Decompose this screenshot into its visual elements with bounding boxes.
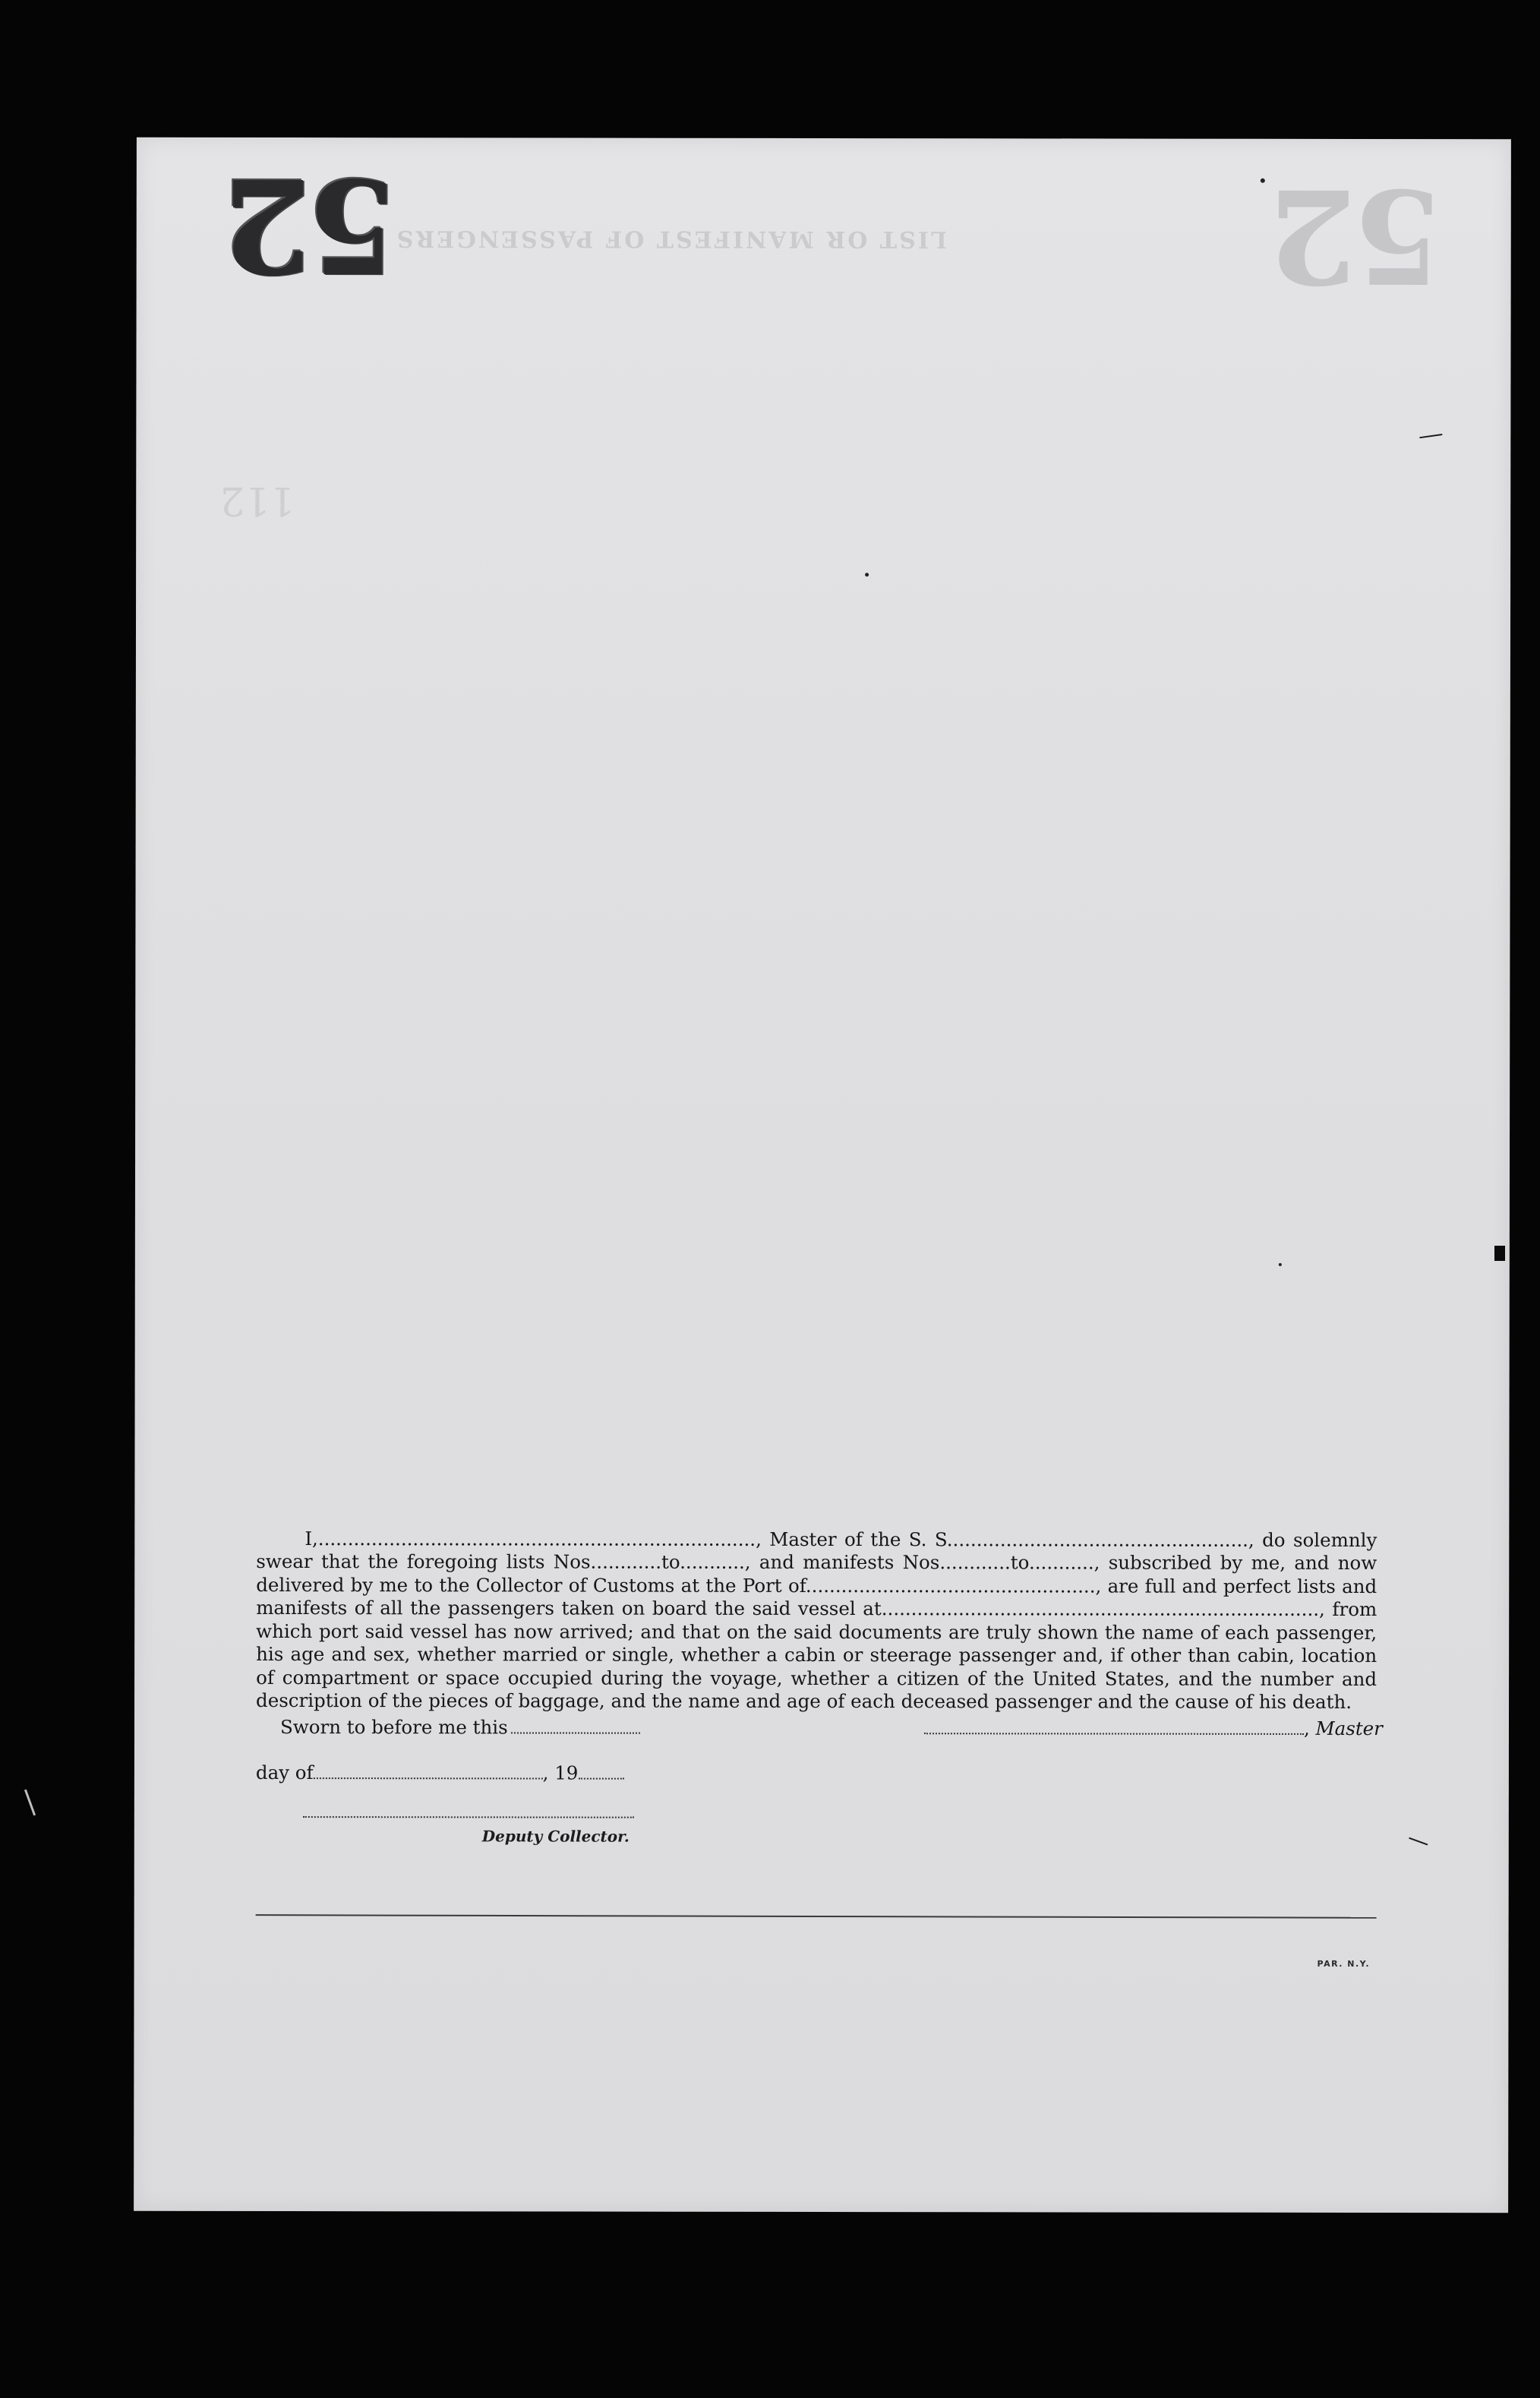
ink-speck: [865, 573, 869, 577]
deputy-collector-label: Deputy Collector.: [481, 1827, 630, 1846]
year-prefix: 19: [554, 1761, 579, 1784]
divider-rule: [256, 1914, 1377, 1919]
sworn-label: Sworn to before me this: [279, 1716, 508, 1739]
edge-mark: [1409, 1837, 1428, 1846]
sworn-line: [280, 1716, 640, 1739]
ink-speck: [1279, 1263, 1282, 1266]
sheet-number-bleed: 52: [1272, 159, 1443, 312]
master-signature-line: , Master: [924, 1717, 1383, 1739]
day-of-line: day of , 19: [256, 1761, 624, 1784]
ink-speck: [1261, 179, 1265, 183]
scan-scratch: [24, 1790, 36, 1816]
reverse-bleed-title: LIST OR MANIFEST OF PASSENGERS: [394, 225, 947, 253]
reverse-bleed-number: 112: [219, 477, 295, 524]
deputy-signature-field[interactable]: [303, 1816, 634, 1818]
printer-mark: PAR. N.Y.: [1317, 1958, 1371, 1970]
edge-mark: [1419, 434, 1442, 438]
sheet-number-stamp: 52: [226, 148, 397, 302]
sworn-date-field[interactable]: [511, 1718, 640, 1733]
year-field[interactable]: [578, 1765, 623, 1780]
sheet-edge-notch: [1494, 1246, 1505, 1261]
master-signature-field[interactable]: [924, 1719, 1304, 1735]
manifest-sheet: [134, 137, 1511, 2213]
master-label: Master: [1315, 1717, 1383, 1740]
master-oath-text: I,.........................................................................., Master of the S. S..................................................., do solemnly swear that the foregoing lists Nos............to..........., and manifests Nos............to..........., subscribed by me, and now delivered by me to the Collector of Customs at the Port of................................................., are full and perfect lists and manifests of all the passengers taken on board the said vessel at.........................................................................., from which port said vessel has now arrived; and that on the said documents are truly shown the name of each passenger, his age and sex, whether married or single, whether a cabin or steerage passenger and, if other than cabin, location of compartment or space occupied during the voyage, whether a citizen of the United States, and the number and description of the pieces of baggage, and the name and age of each deceased passenger and the cause of his death.: [256, 1527, 1377, 1713]
day-of-label: day of: [255, 1761, 314, 1784]
month-field[interactable]: [314, 1764, 543, 1779]
